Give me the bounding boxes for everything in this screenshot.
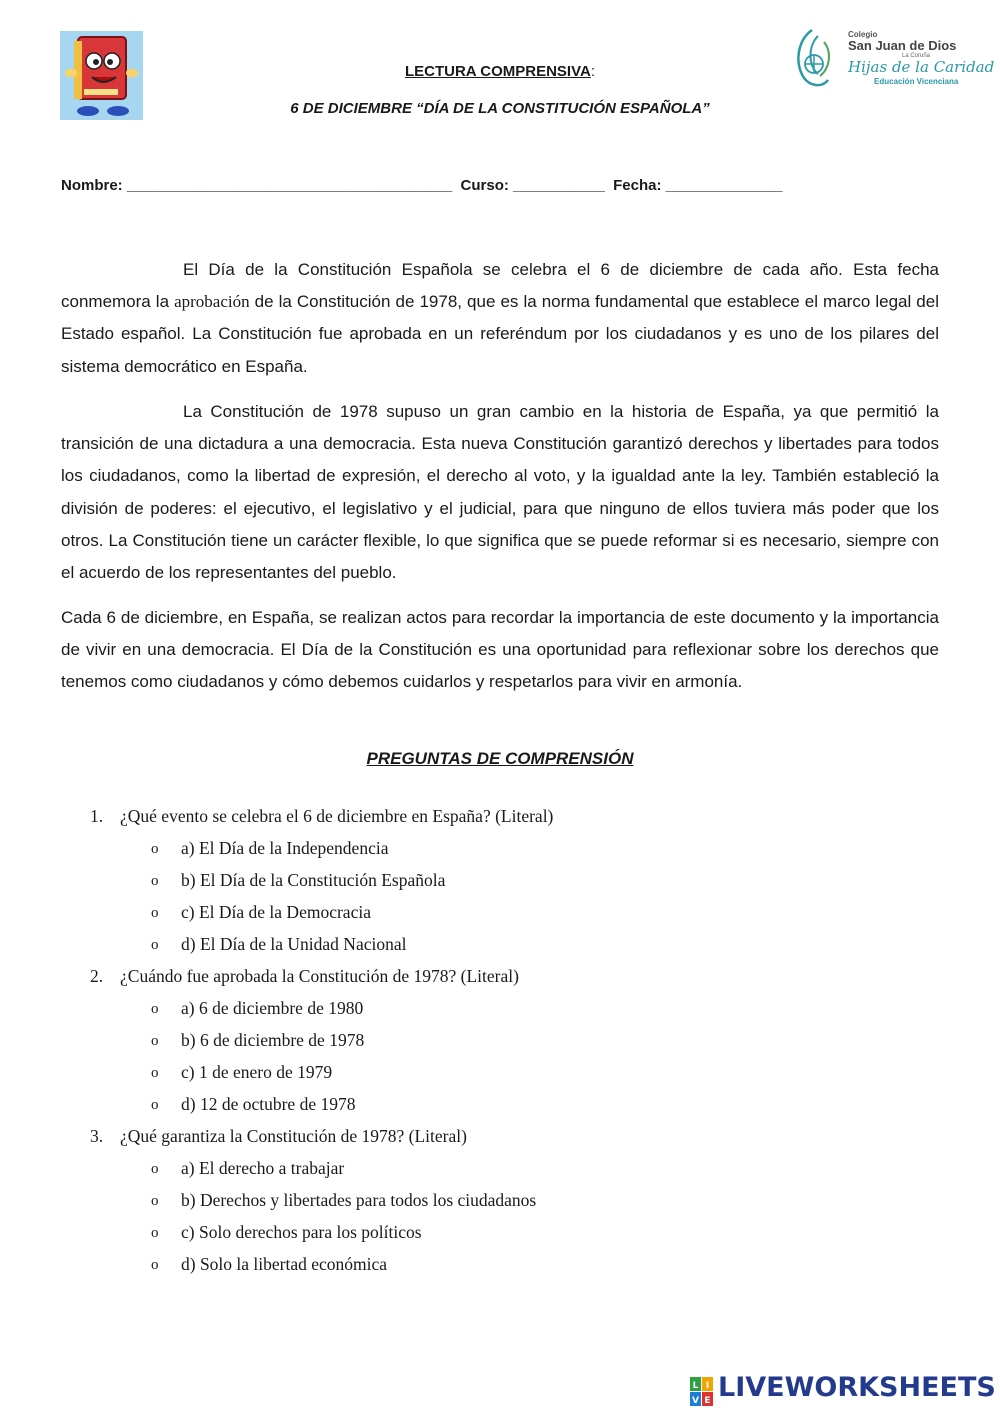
answer-option[interactable]: c) El Día de la Democracia: [181, 902, 371, 922]
paragraph-1-highlight-word: aprobación: [174, 292, 250, 312]
answer-option[interactable]: a) 6 de diciembre de 1980: [181, 998, 364, 1018]
answer-option[interactable]: a) El Día de la Independencia: [181, 838, 389, 858]
answer-option[interactable]: b) 6 de diciembre de 1978: [181, 1030, 365, 1050]
option-bullet: o: [151, 841, 159, 857]
logo-letter: E: [704, 1396, 711, 1406]
logo-letter: L: [692, 1381, 699, 1391]
school-small-label: Colegio: [848, 30, 878, 39]
question-text: ¿Qué garantiza la Constitución de 1978? (Literal): [120, 1126, 467, 1146]
worksheet-subtitle: 6 DE DICIEMBRE “DÍA DE LA CONSTITUCIÓN ESPAÑOLA”: [290, 100, 710, 117]
liveworksheets-logo-icon: [690, 1377, 714, 1407]
reading-paragraph-3: Cada 6 de diciembre, en España, se realizan actos para recordar la importancia de este documento y la importancia de vivir en una democracia. El Día de la Constitución es una oportunidad para reflexionar sobre los derechos que tenemos como ciudadanos y cómo debemos cuidarlos y respetarlos para vivir en armonía.: [61, 608, 939, 692]
paragraph-1-part-b: de la Constitución de 1978, que es la norma fundamental que establece el marco legal del Estado español. La Constitución fue aprobada en un referéndum por los ciudadanos y es uno de los pilares del sistema democrático en España.: [61, 292, 939, 376]
answer-option[interactable]: c) 1 de enero de 1979: [181, 1062, 333, 1082]
school-name: San Juan de Dios: [848, 38, 957, 53]
question-number: 2.: [90, 966, 104, 986]
answer-option[interactable]: a) El derecho a trabajar: [181, 1158, 345, 1178]
name-field[interactable]: Nombre: _______________________________________: [61, 177, 453, 194]
answer-option[interactable]: d) Solo la libertad económica: [181, 1254, 388, 1274]
reading-paragraph-2: [61, 396, 939, 589]
question-text: ¿Qué evento se celebra el 6 de diciembre en España? (Literal): [120, 806, 554, 826]
liveworksheets-text: LIVEWORKSHEETS: [718, 1372, 996, 1403]
option-bullet: o: [151, 1065, 159, 1081]
reading-paragraph-1: [61, 254, 939, 383]
answer-option[interactable]: d) 12 de octubre de 1978: [181, 1094, 356, 1114]
student-info-line: [61, 177, 782, 194]
date-field[interactable]: Fecha: ______________: [613, 177, 783, 194]
school-tagline: Educación Vicenciana: [874, 77, 959, 86]
school-logo: [790, 22, 995, 92]
option-bullet: o: [151, 1097, 159, 1113]
question-number: 1.: [90, 806, 104, 826]
worksheet-title: [0, 63, 1000, 80]
option-bullet: o: [151, 1193, 159, 1209]
option-bullet: o: [151, 1225, 159, 1241]
option-bullet: o: [151, 1161, 159, 1177]
option-bullet: o: [151, 1001, 159, 1017]
worksheet-title-text: LECTURA COMPRENSIVA: [404, 63, 591, 80]
answer-option[interactable]: c) Solo derechos para los políticos: [181, 1222, 422, 1242]
question-number: 3.: [90, 1126, 104, 1146]
school-script-name: Hijas de la Caridad: [848, 58, 995, 76]
answer-option[interactable]: b) El Día de la Constitución Española: [181, 870, 446, 890]
answer-option[interactable]: b) Derechos y libertades para todos los ciudadanos: [181, 1190, 537, 1210]
school-location: La Coruña: [902, 53, 931, 59]
question-text: ¿Cuándo fue aprobada la Constitución de 1978? (Literal): [120, 966, 519, 986]
questions-heading: PREGUNTAS DE COMPRENSIÓN: [366, 749, 634, 768]
option-bullet: o: [151, 873, 159, 889]
answer-option[interactable]: d) El Día de la Unidad Nacional: [181, 934, 407, 954]
logo-letter: I: [705, 1381, 710, 1391]
option-bullet: o: [151, 1257, 159, 1273]
course-field[interactable]: Curso: ___________: [460, 177, 605, 194]
option-bullet: o: [151, 905, 159, 921]
option-bullet: o: [151, 1033, 159, 1049]
paragraph-2-text: La Constitución de 1978 supuso un gran cambio en la historia de España, ya que permitió la transición de una dictadura a una democracia. Esta nueva Constitución garantizó derechos y libertades para todos los ciudadanos, como la libertad de expresión, el derecho al voto, y la igualdad ante la ley. También estableció la división de poderes: el ejecutivo, el legislativo y el judicial, para que ninguno de ellos tuviera más poder que los otros. La Constitución tiene un carácter flexible, lo que significa que se puede reformar si es necesario, siempre con el acuerdo de los representantes del pueblo.: [61, 402, 939, 583]
worksheet-title-colon: :: [590, 63, 595, 80]
paragraph-1-part-a: El Día de la Constitución Española se celebra el 6 de diciembre de cada año. Esta fecha conmemora la: [61, 260, 939, 312]
logo-letter: V: [692, 1396, 699, 1406]
option-bullet: o: [151, 937, 159, 953]
